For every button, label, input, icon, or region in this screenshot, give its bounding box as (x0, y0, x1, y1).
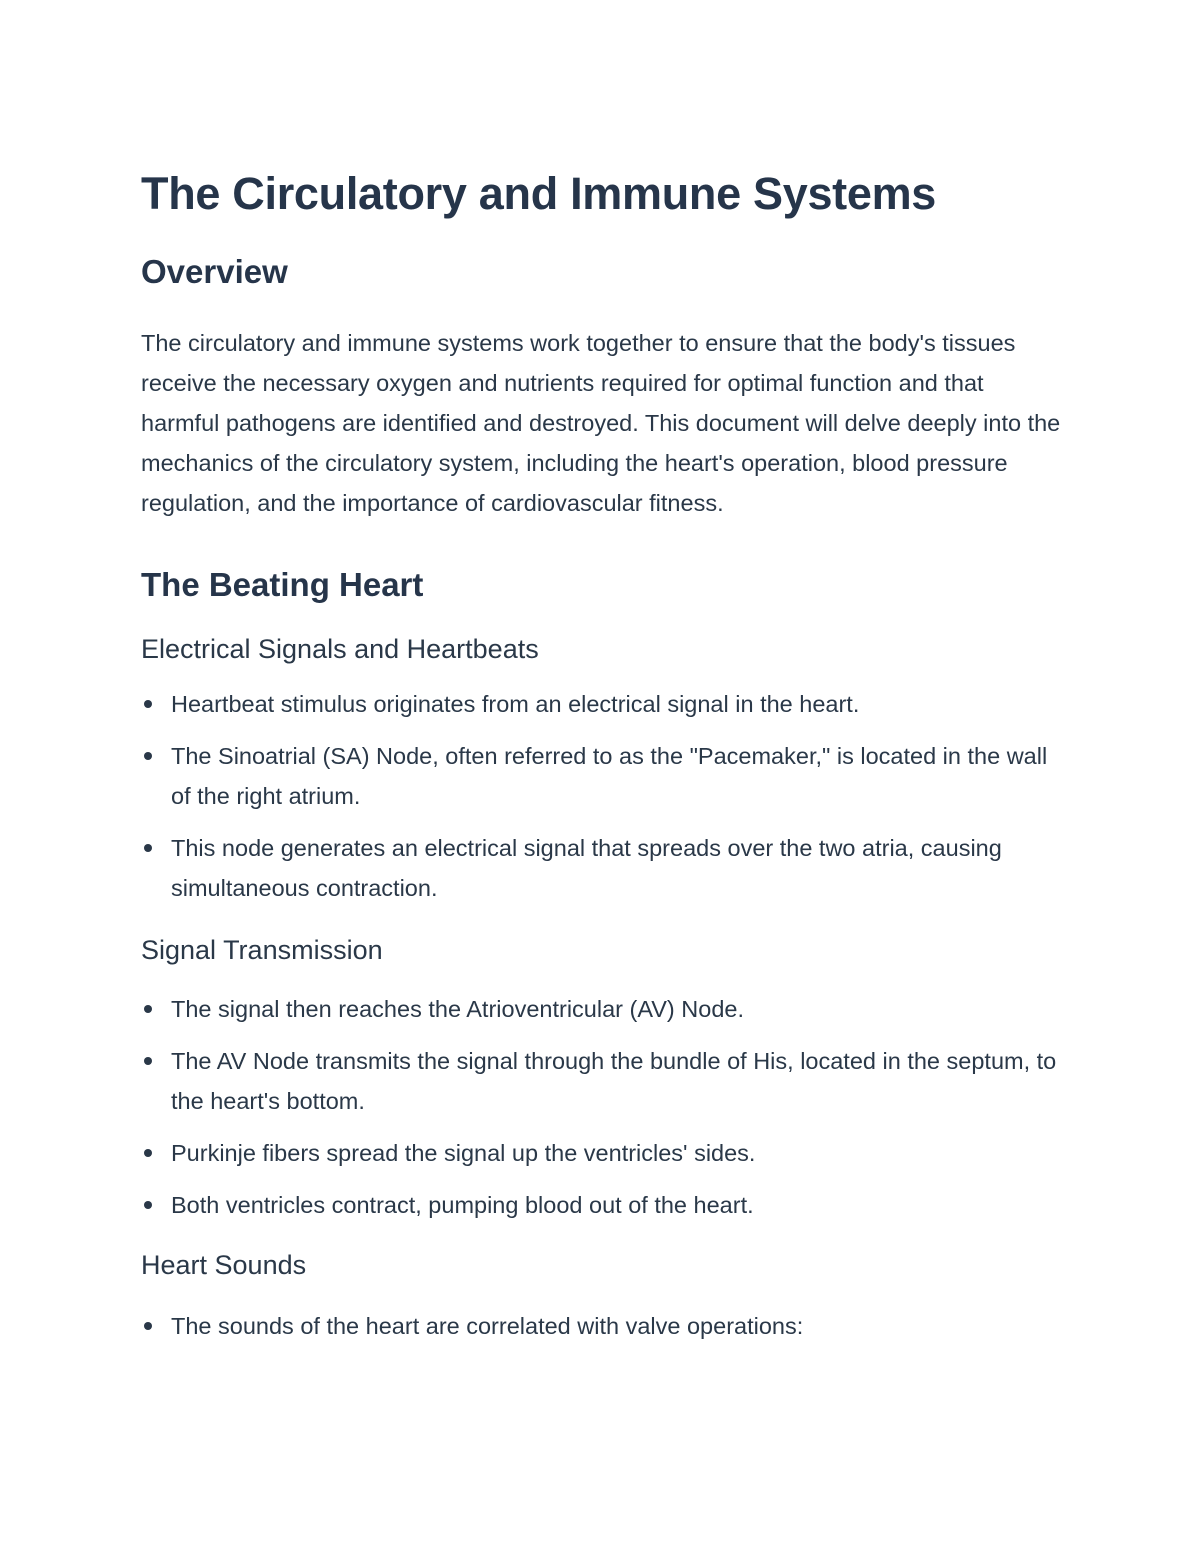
bullet-icon (144, 844, 152, 852)
heart-sounds-heading: Heart Sounds (141, 1250, 307, 1280)
list-item (141, 1041, 1061, 1121)
list-item (141, 1133, 1061, 1173)
list-item-text: Purkinje fibers spread the signal up the ventricles' sides. (171, 1140, 756, 1166)
document-title: The Circulatory and Immune Systems (141, 168, 937, 219)
list-item (141, 1185, 1061, 1225)
bullet-icon (144, 1057, 152, 1065)
bullet-icon (144, 1005, 152, 1013)
list-item-text: This node generates an electrical signal that spreads over the two atria, causing simultaneous contraction. (171, 835, 1002, 901)
bullet-icon (144, 700, 152, 708)
document-page (141, 166, 1061, 1346)
bullet-icon (144, 752, 152, 760)
list-item-text: The signal then reaches the Atrioventricular (AV) Node. (171, 996, 744, 1022)
electrical-signals-heading: Electrical Signals and Heartbeats (141, 634, 539, 664)
list-item-text: Heartbeat stimulus originates from an electrical signal in the heart. (171, 691, 860, 717)
overview-paragraph: The circulatory and immune systems work together to ensure that the body's tissues receive the necessary oxygen and nutrients required for optimal function and that harmful pathogens are identified and destroyed. This document will delve deeply into the mechanics of the circulatory system, including the heart's operation, blood pressure regulation, and the importance of cardiovascular fitness. (141, 330, 1061, 516)
list-item (141, 684, 1061, 724)
list-item (141, 989, 1061, 1029)
list-item (141, 1306, 1061, 1346)
bullet-icon (144, 1201, 152, 1209)
electrical-signals-list (141, 684, 1061, 908)
bullet-icon (144, 1322, 152, 1330)
list-item (141, 828, 1061, 908)
signal-transmission-heading: Signal Transmission (141, 935, 383, 965)
signal-transmission-list (141, 989, 1061, 1225)
bullet-icon (144, 1149, 152, 1157)
list-item-text: The AV Node transmits the signal through the bundle of His, located in the septum, to the heart's bottom. (171, 1048, 1057, 1114)
list-item-text: Both ventricles contract, pumping blood out of the heart. (171, 1192, 754, 1218)
list-item (141, 736, 1061, 816)
heart-sounds-list (141, 1306, 1061, 1346)
list-item-text: The sounds of the heart are correlated with valve operations: (171, 1313, 804, 1339)
beating-heart-heading: The Beating Heart (141, 566, 424, 603)
list-item-text: The Sinoatrial (SA) Node, often referred to as the "Pacemaker," is located in the wall of the right atrium. (171, 743, 1048, 809)
overview-heading: Overview (141, 253, 288, 290)
